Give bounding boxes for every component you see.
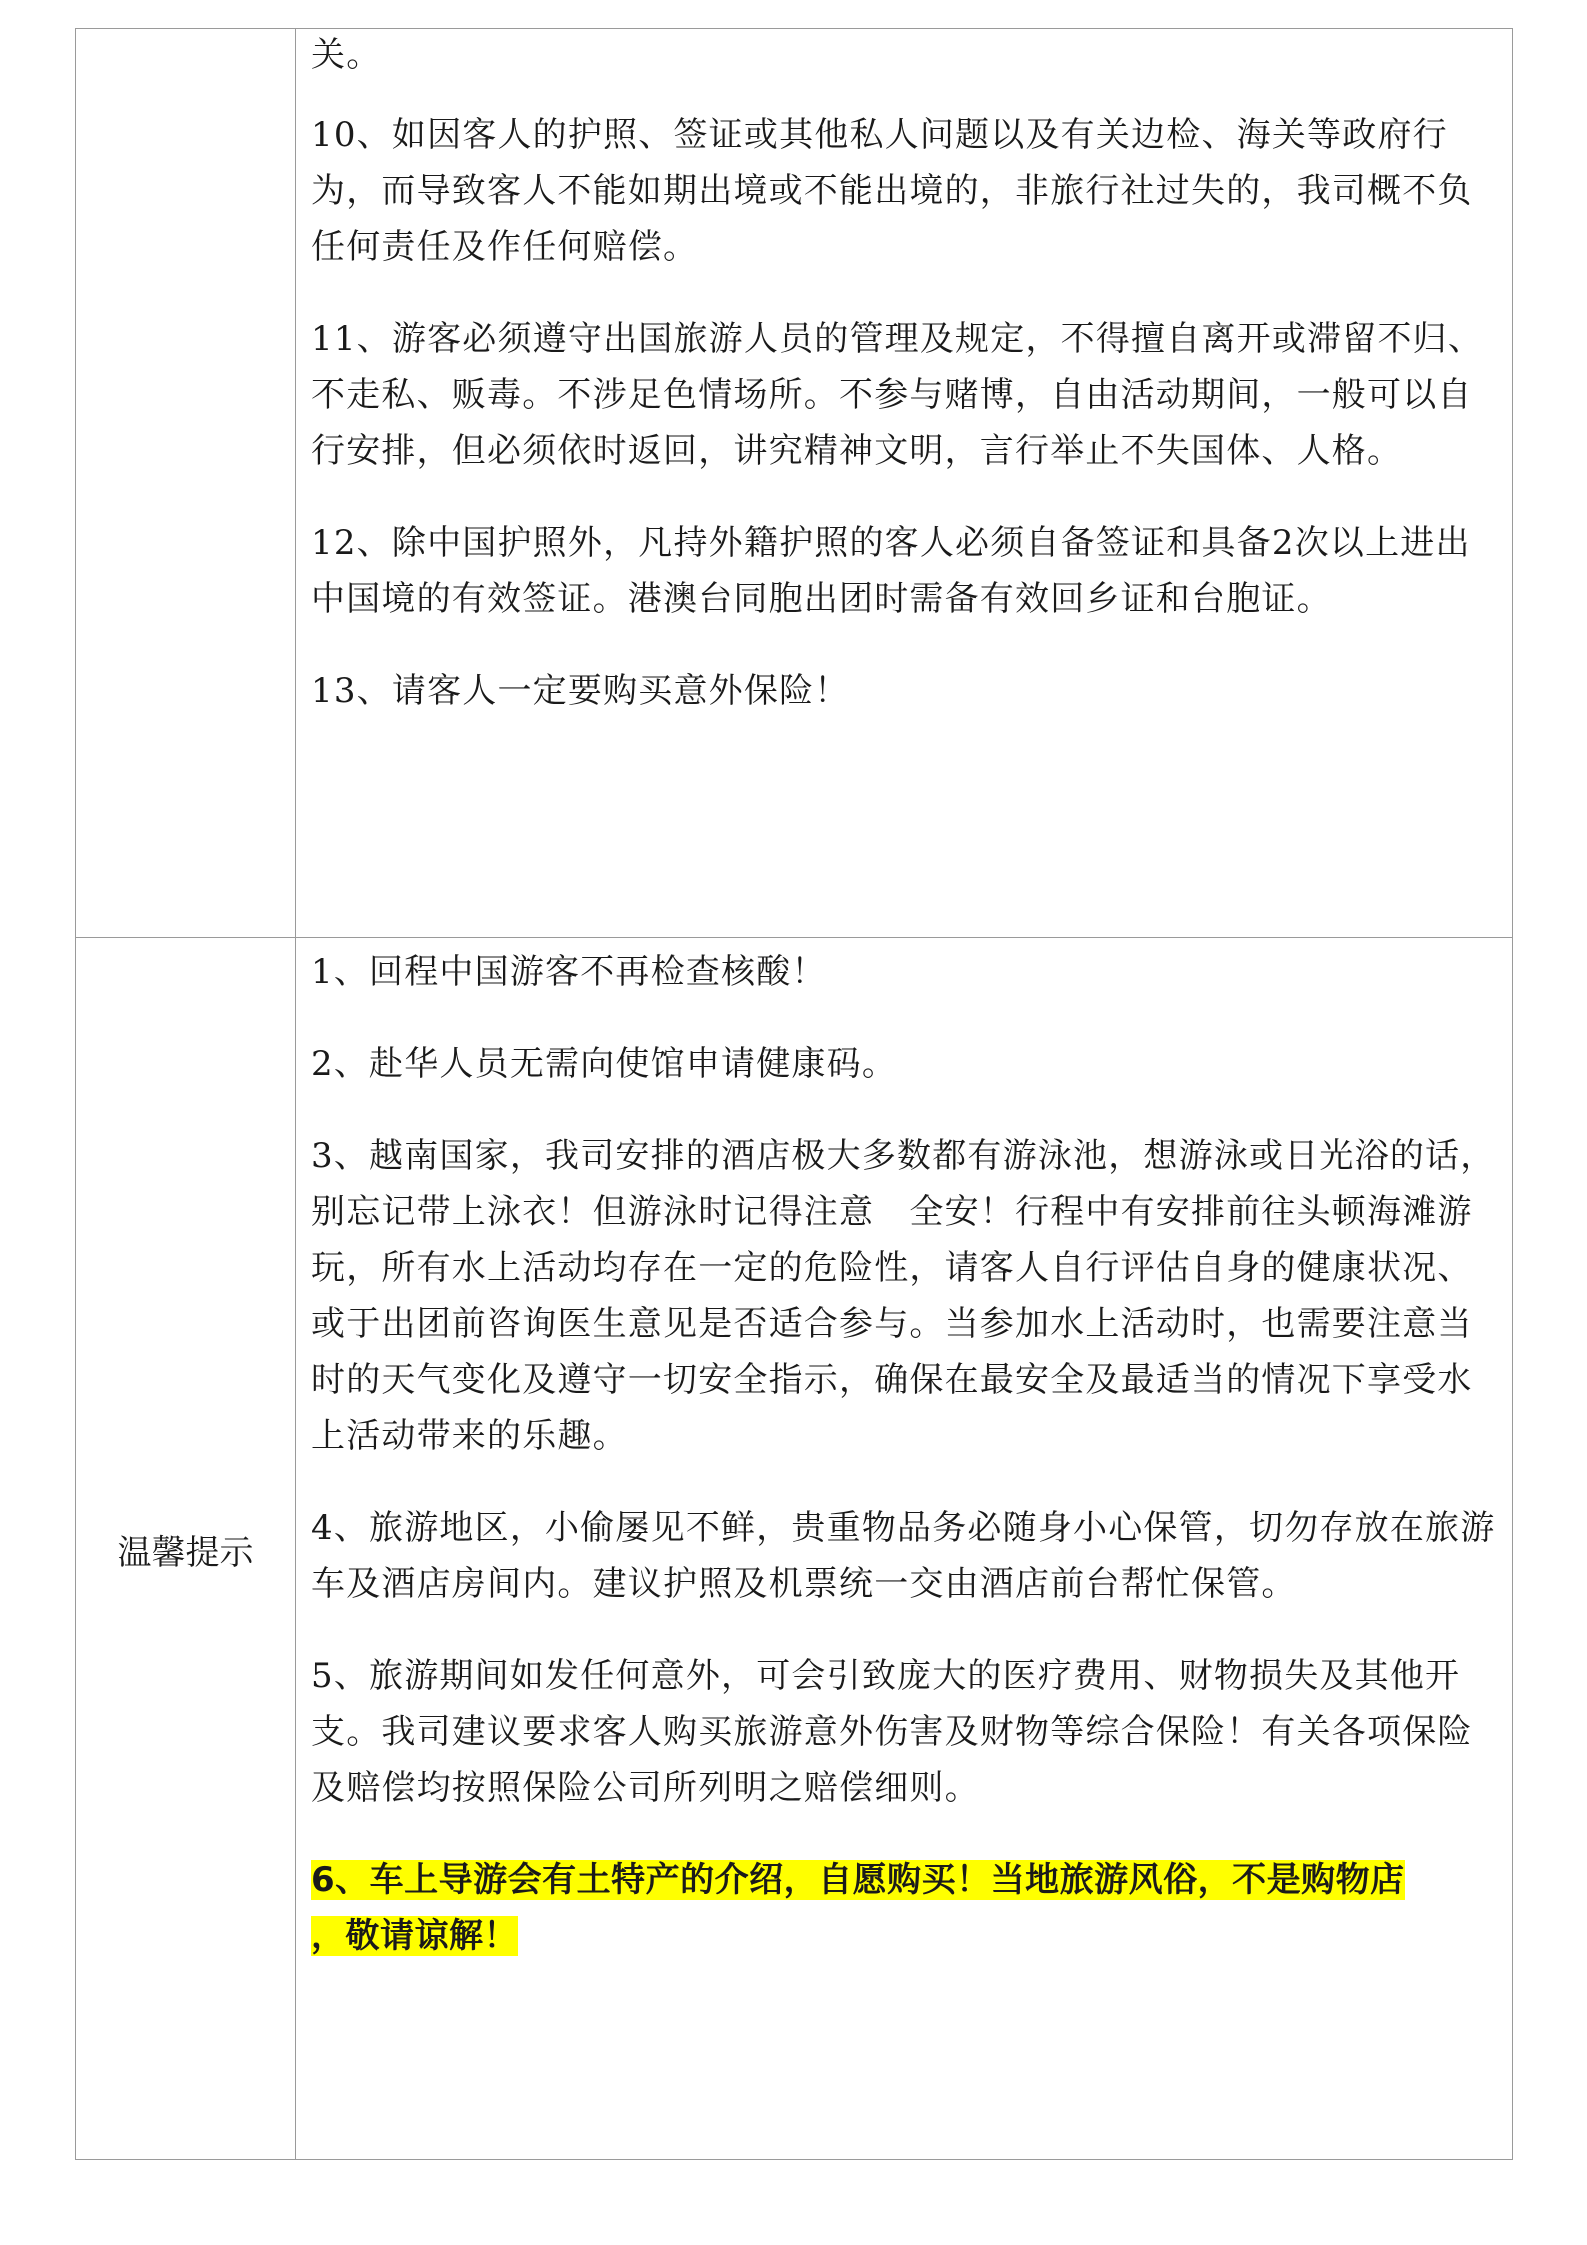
item-13: 13、请客人一定要购买意外保险！ (311, 671, 850, 711)
tip-3: 3、越南国家，我司安排的酒店极大多数都有游泳池，想游泳或日光浴的话，别忘记带上泳衣！但游泳时记得注意 全安！行程中有安排前往头顿海滩游玩，所有水上活动均存在一定的危险性，请客人自行评估自身的健康状况、或于出团前咨询医生意见是否适合参与。当参加水上活动时，也需要注意当时的天气变化及遵守一切安全指示，确保在最安全及最适当的情况下享受水上活动带来的乐趣。 (311, 1136, 1496, 1456)
tip-1: 1、回程中国游客不再检查核酸！ (311, 952, 827, 992)
item-10: 10、如因客人的护照、签证或其他私人问题以及有关边检、海关等政府行为，而导致客人不能如期出境或不能出境的，非旅行社过失的，我司概不负任何责任及作任何赔偿。 (311, 115, 1473, 267)
item-12: 12、除中国护照外，凡持外籍护照的客人必须自备签证和具备2次以上进出中国境的有效签证。港澳台同胞出团时需备有效回乡证和台胞证。 (311, 523, 1471, 619)
tip-5: 5、旅游期间如发任何意外，可会引致庞大的医疗费用、财物损失及其他开支。我司建议要求客人购买旅游意外伤害及财物等综合保险！有关各项保险及赔偿均按照保险公司所列明之赔偿细则。 (311, 1656, 1473, 1808)
item-11: 11、游客必须遵守出国旅游人员的管理及规定，不得擅自离开或滞留不归、不走私、贩毒。不涉足色情场所。不参与赌博，自由活动期间，一般可以自行安排，但必须依时返回，讲究精神文明，言行举止不失国体、人格。 (311, 319, 1484, 471)
tip-6-highlighted (311, 1852, 1501, 1964)
tip-2: 2、赴华人员无需向使馆申请健康码。 (311, 1044, 898, 1084)
highlight-line-1: 6、车上导游会有土特产的介绍，自愿购买！当地旅游风俗，不是购物店 (311, 1860, 1405, 1900)
highlight-line-2: ，敬请谅解！ (311, 1916, 518, 1956)
tip-4: 4、旅游地区，小偷屡见不鲜，贵重物品务必随身小心保管，切勿存放在旅游车及酒店房间内。建议护照及机票统一交由酒店前台帮忙保管。 (311, 1508, 1496, 1604)
row2-label: 温馨提示 (117, 1532, 254, 1573)
column-divider (295, 29, 296, 2159)
row1-content (311, 29, 1501, 755)
notice-table (75, 28, 1513, 2160)
item-continuation: 关。 (311, 35, 382, 75)
row2-content (311, 944, 1501, 2000)
